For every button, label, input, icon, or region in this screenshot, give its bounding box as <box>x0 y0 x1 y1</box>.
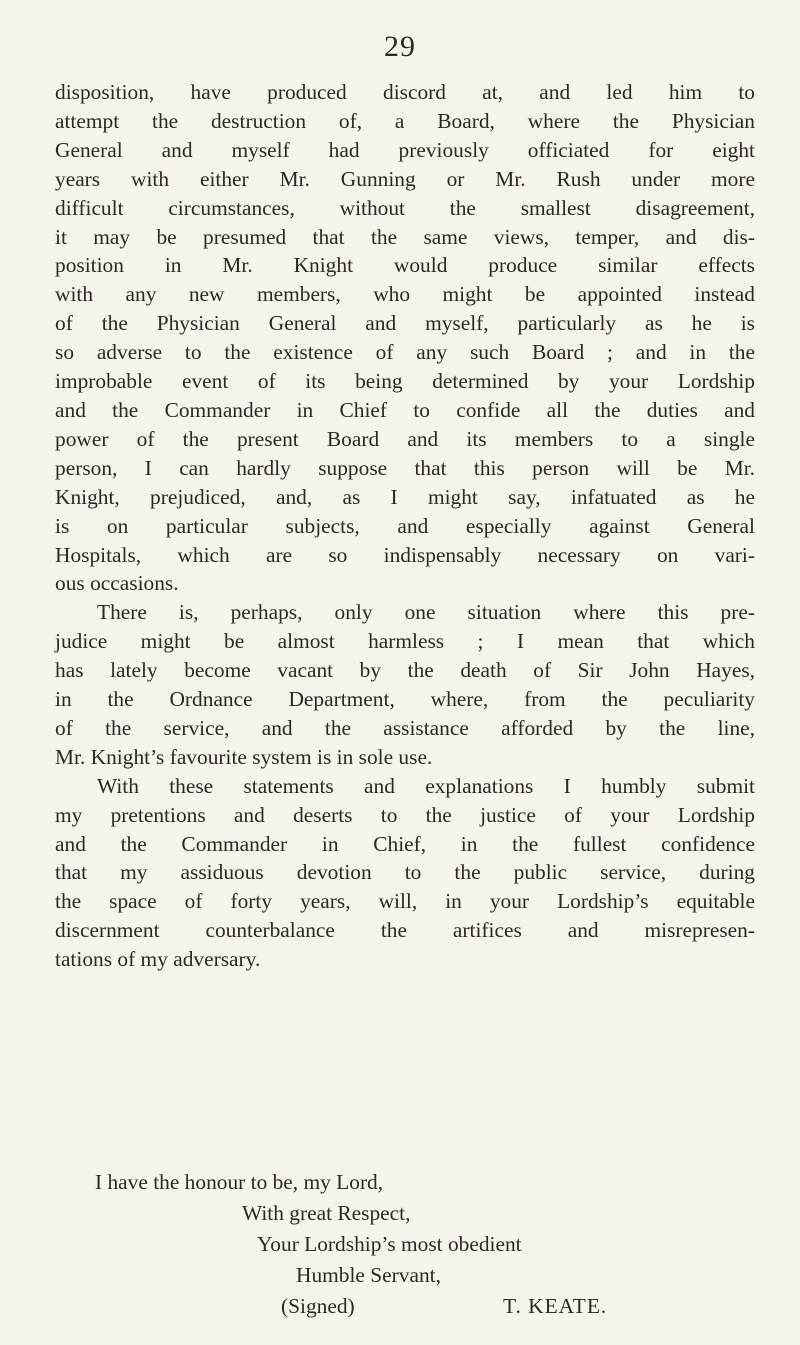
text-line: discernment counterbalance the artifices and misrepresen- <box>55 918 755 943</box>
text-line: person, I can hardly suppose that this person will be Mr. <box>55 455 755 480</box>
text-line: in the Ordnance Department, where, from the peculiarity <box>55 687 755 712</box>
text-line: Knight, prejudiced, and, as I might say, infatuated as he <box>55 484 755 509</box>
text-line: difficult circumstances, without the smallest disagreement, <box>55 195 755 220</box>
signature: T. KEATE. <box>503 1294 608 1318</box>
text-line: There is, perhaps, only one situation where this pre- <box>97 600 755 625</box>
text-line: with any new members, who might be appointed instead <box>55 282 755 307</box>
paragraph-3 <box>55 772 755 974</box>
text-line: the space of forty years, will, in your Lordship’s equitable <box>55 889 755 914</box>
text-line: is on particular subjects, and especially against General <box>55 513 755 538</box>
closing-servant: Humble Servant, <box>296 1263 441 1287</box>
text-line: years with either Mr. Gunning or Mr. Rush under more <box>55 166 755 191</box>
text-line: of the service, and the assistance afforded by the line, <box>55 715 755 740</box>
text-line: so adverse to the existence of any such Board ; and in the <box>55 340 755 365</box>
text-line: it may be presumed that the same views, temper, and dis- <box>55 224 755 249</box>
paragraph-1 <box>55 78 755 598</box>
text-line: that my assiduous devotion to the public service, during <box>55 860 755 885</box>
text-line: power of the present Board and its members to a single <box>55 426 755 451</box>
text-line: improbable event of its being determined by your Lordship <box>55 369 755 394</box>
closing-obedient: Your Lordship’s most obedient <box>257 1232 522 1256</box>
closing-salutation: I have the honour to be, my Lord, <box>95 1170 384 1194</box>
signed-label: (Signed) <box>281 1294 355 1318</box>
text-line: Hospitals, which are so indispensably necessary on vari- <box>55 542 755 567</box>
text-line: With these statements and explanations I humbly submit <box>97 773 755 798</box>
text-line: ous occasions. <box>55 571 179 596</box>
page-number: 29 <box>384 30 416 63</box>
text-line: has lately become vacant by the death of Sir John Hayes, <box>55 658 755 683</box>
letter-body <box>55 78 755 974</box>
text-line: and the Commander in Chief to confide all the duties and <box>55 397 755 422</box>
text-line: and the Commander in Chief, in the fullest confidence <box>55 831 755 856</box>
text-line: attempt the destruction of, a Board, where the Physician <box>55 108 755 133</box>
text-line: judice might be almost harmless ; I mean that which <box>55 629 755 654</box>
text-line: position in Mr. Knight would produce similar effects <box>55 253 755 278</box>
text-line: tations of my adversary. <box>55 947 261 972</box>
text-line: Mr. Knight’s favourite system is in sole use. <box>55 744 433 769</box>
text-line: my pretentions and deserts to the justice of your Lordship <box>55 802 755 827</box>
closing-respect: With great Respect, <box>242 1201 411 1225</box>
paragraph-2 <box>55 598 755 771</box>
text-line: of the Physician General and myself, particularly as he is <box>55 311 755 336</box>
text-line: General and myself had previously officiated for eight <box>55 137 755 162</box>
text-line: disposition, have produced discord at, and led him to <box>55 80 755 104</box>
